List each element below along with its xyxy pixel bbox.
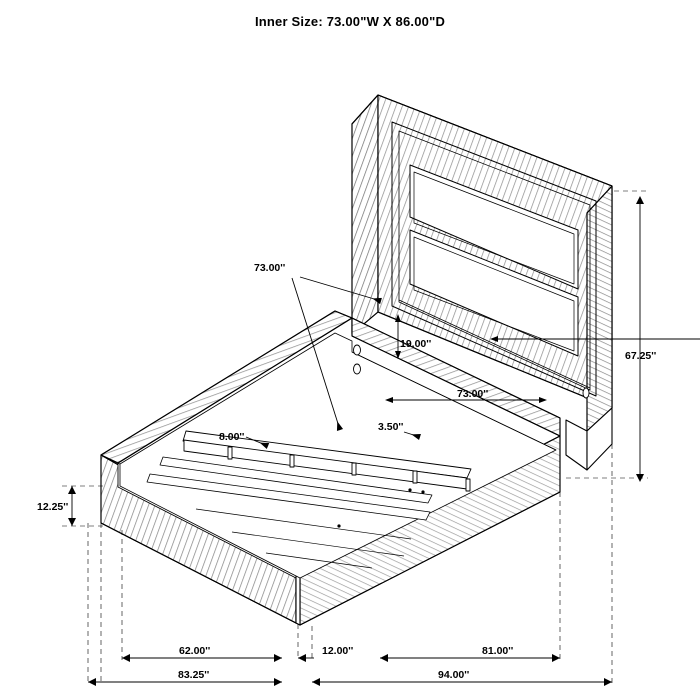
dim-inner-width: 73.00'' [457, 388, 489, 400]
dim-inner-width-callout: 73.00'' [254, 262, 286, 274]
dim-side-depth-upper: 12.00'' [322, 645, 354, 657]
dim-overall-height: 67.25'' [625, 350, 657, 362]
dim-overall-depth: 94.00'' [438, 669, 470, 681]
dim-side-rail-height: 8.00'' [219, 431, 245, 443]
bed-illustration [101, 95, 612, 625]
page-title: Inner Size: 73.00"W X 86.00"D [254, 14, 446, 29]
dim-clearance-height: 12.25'' [37, 501, 69, 513]
dim-footboard-total-width: 83.25'' [178, 669, 210, 681]
dim-footboard-width: 62.00'' [179, 645, 211, 657]
dim-side-depth: 81.00'' [482, 645, 514, 657]
dim-slat-thickness: 3.50'' [378, 421, 404, 433]
dim-headboard-panel-height: 19.00'' [400, 338, 432, 350]
